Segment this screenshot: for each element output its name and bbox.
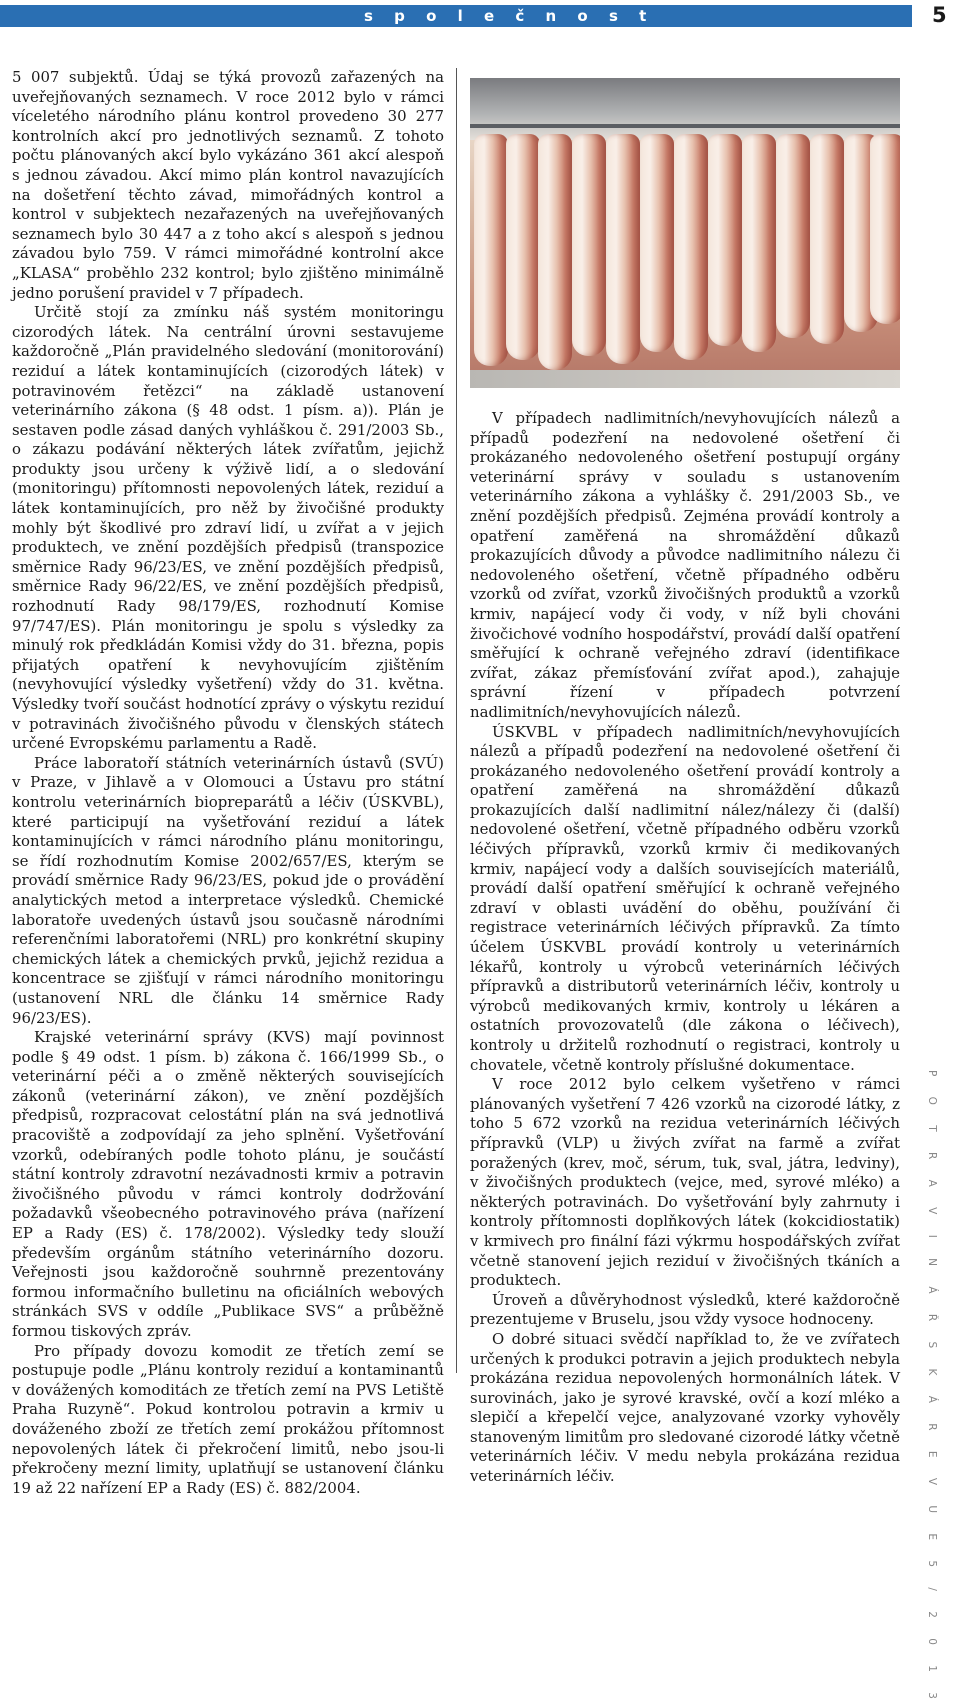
carcass [674,134,708,360]
paragraph: Určitě stojí za zmínku náš systém monitoringu cizorodých látek. Na centrální úrovni sestavujeme každoročně „Plán pravidelného sledování (monitorování) reziduí a látek kontaminujících (cizorodých látek) v potravinovém řetězci“ na základě ustanovení veterinárního zákona (§ 48 odst. 1 písm. a)). Plán je sestaven podle zásad daných vyhláškou č. 291/2003 Sb., o zákazu podávání některých látek zvířatům, jejichž produkty jsou určeny k výživě lidí, a o sledování (monitoringu) přítomnosti nepovolených látek, reziduí a látek kontaminujících, pro něž by živočišné produkty mohly být škodlivé pro zdraví lidí, u zvířat a v jejich produktech, ve znění pozdějších předpisů (transpozice směrnice Rady 96/23/ES, ve znění pozdějších předpisů, směrnice Rady 96/22/ES, ve znění pozdějších předpisů, rozhodnutí Rady 98/179/ES, rozhodnutí Komise 97/747/ES). Plán monitoringu je spolu s výsledky za minulý rok předkládán Komisi vždy do 31. března, popis přijatých opatření k nevyhovujícím zjištěním (nevyhovující výsledky vyšetření) vždy do 31. května. Výsledky tvoří součást hodnotící zprávy o výskytu reziduí v potravinách živočišného původu v členských státech určené Evropskému parlamentu a Radě. [12,303,444,753]
carcass [572,134,606,356]
carcass [506,134,540,360]
paragraph: O dobré situaci svědčí například to, že ve zvířatech určených k produkci potravin a jejich produktech nebyla prokázána rezidua nepovolených hormonálních látek. V surovinách, jako je syrové kravské, ovčí a kozí mléko a slepičí a křepelčí vejce, analyzované vzorky vyhověly stanoveným limitům pro sledované cizorodé látky včetně veterinárních léčiv. V medu nebyla prokázána rezidua veterinárních léčiv. [470,1329,900,1486]
carcass [776,134,810,338]
paragraph: Práce laboratoří státních veterinárních ústavů (SVÚ) v Praze, v Jihlavě a v Olomouci a Ústavu pro státní kontrolu veterinárních biopreparátů a léčiv (ÚSKVBL), které participují na vyšetřování reziduí a látek kontaminujících v rámci národního plánu monitoringu, se řídí rozhodnutím Komise 2002/657/ES, kterým se provádí směrnice Rady 96/23/ES, pokud jde o provádění analytických metod a interpretace výsledků. Chemické laboratoře uvedených ústavů jsou současně národními referenčními laboratořemi (NRL) pro konkrétní skupiny chemických látek a chemických prvků, jejichž rezidua a koncentrace se zjišťují v rámci národního monitoringu (ustanovení NRL dle článku 14 směrnice Rady 96/23/ES). [12,753,444,1027]
carcass [708,134,742,346]
paragraph: V případech nadlimitních/nevyhovujících nálezů a případů podezření na nedovolené ošetření či prokázaného nedovoleného ošetření postupují orgány veterinární správy v souladu s ustanovením veterinárního zákona a vyhlášky č. 291/2003 Sb., ve znění pozdějších předpisů. Zejména provádí kontroly a opatření zaměřená na shromáždění důkazů prokazujících důvody a původce nadlimitního nálezu či nedovoleného ošetření, včetně případného odběru vzorků od zvířat, vzorků živočišných produktů a vzorků krmiv, napájecí vody či vody, v níž byli chováni živočichové vodního hospodářství, provádí další opatření směřující k ochraně veřejného zdraví (identifikace zvířat, zákaz přemísťování zvířat apod.), zahajuje správní řízení v případech potvrzení nadlimitních/nevyhovujících nálezů. [470,409,900,721]
carcass [870,134,900,324]
right-column [470,409,900,1487]
carcass [640,134,674,352]
carcass [474,134,508,366]
paragraph: V roce 2012 bylo celkem vyšetřeno v rámci plánovaných vyšetření 7 426 vzorků na cizorodé látky, z toho 5 672 vzorků na rezidua veterinárních léčivých přípravků (VLP) u živých zvířat na farmě a zvířat poražených (krev, moč, sérum, tuk, sval, játra, ledviny), v živočišných produktech (vejce, med, syrové mléko) a některých potravinách. Do vyšetřování byly zahrnuty i kontroly přítomnosti doplňkových látek (kokcidiostatik) v krmivech pro finální fázi výkrmu hospodářských zvířat včetně stanovení jejich reziduí v živočišných tkáních a produktech. [470,1075,900,1290]
carcass [742,134,776,352]
floor [470,370,900,388]
page-number: 5 [932,3,947,27]
left-column [12,68,444,1498]
hanging-rail [470,124,900,128]
carcass [538,134,572,370]
paragraph: Úroveň a důvěryhodnost výsledků, které každoročně prezentujeme v Bruselu, jsou vždy vysoce hodnoceny. [470,1290,900,1329]
section-name: s p o l e č n o s t [364,7,655,25]
paragraph: 5 007 subjektů. Údaj se týká provozů zařazených na uveřejňovaných seznamech. V roce 2012 bylo v rámci víceletého národního plánu kontrol provedeno 30 277 kontrolních akcí pro jednotlivých seznamů. Z tohoto počtu plánovaných akcí bylo vykázáno 361 akcí alespoň s jednou závadou. Akcí mimo plán kontrol navazujících na došetření těchto závad, mimořádných kontrol a kontrol v subjektech nezařazených na uveřejňovaných seznamech bylo 30 447 a z toho akcí s alespoň s jednou závadou bylo 759. V rámci mimořádné kontrolní akce „KLASA“ proběhlo 232 kontrol; bylo zjištěno minimálně jedno porušení pravidel v 7 případech. [12,68,444,302]
publication-sidebar-label: P O T R A V I N Á Ř S K Á R E V U E 5 / 2 0 1 3 [926,1070,938,1707]
paragraph: Pro případy dovozu komodit ze třetích zemí se postupuje podle „Plánu kontroly reziduí a kontaminantů v dovážených komoditách ze třetích zemí na PVS Letiště Praha Ruzyně“. Pokud kontrolou potravin a krmiv u dováženého zboží ze třetích zemí prokážou přítomnost nepovolených látek či překročení limitů, nebo jsou-li překročeny mezní limity, uplatňují se ustanovení článku 19 až 22 nařízení EP a Rady (ES) č. 882/2004. [12,1341,444,1497]
meat-carcasses-photo [470,78,900,388]
column-divider [456,68,457,1373]
carcass [810,134,844,344]
paragraph: Krajské veterinární správy (KVS) mají povinnost podle § 49 odst. 1 písm. b) zákona č. 166/1999 Sb., o veterinární péči a o změně některých souvisejících zákonů (veterinární zákon), ve znění pozdějších předpisů, rozpracovat celostátní plán na svá jednotlivá pracoviště a zodpovídají za jeho splnění. Vyšetřování vzorků, odebíraných podle tohoto plánu, je součástí státní kontroly zdravotní nezávadnosti krmiv a potravin živočišného původu v rámci kontroly dodržování požadavků všeobecného potravinového práva (nařízení EP a Rady (ES) č. 178/2002). Výsledky tedy slouží především orgánům státního veterinárního dozoru. Veřejnosti jsou každoročně souhrnně prezentovány formou informačního bulletinu na oficiálních webových stránkách SVS v oddíle „Publikace SVS“ a průběžně formou tiskových zpráv. [12,1028,444,1340]
carcass [606,134,640,364]
ceiling [470,78,900,140]
paragraph: ÚSKVBL v případech nadlimitních/nevyhovujících nálezů a případů podezření na nedovolené ošetření či prokázaného nedovoleného ošetření provádí kontroly a opatření zaměřená na shromáždění důkazů prokazujících další nadlimitní nález/nálezy či (další) nedovolené ošetření, včetně případného odběru vzorků léčivých přípravků, vzorků krmiv či medikovaných krmiv, napájecí vody a dalších souvisejících materiálů, provádí další opatření směřující k ochraně veřejného zdraví v oblasti uvádění do oběhu, používání či registrace veterinárních léčivých přípravků. Za tímto účelem ÚSKVBL provádí kontroly u veterinárních lékařů, kontroly u výrobců veterinárních léčivých přípravků a distributorů veterinárních léčiv, kontroly u výrobců medikovaných krmiv, kontroly u lékáren a ostatních provozovatelů (dle zákona o léčivech), kontroly u držitelů rozhodnutí o registraci, kontroly u chovatele, včetně kontroly příslušné dokumentace. [470,722,900,1074]
